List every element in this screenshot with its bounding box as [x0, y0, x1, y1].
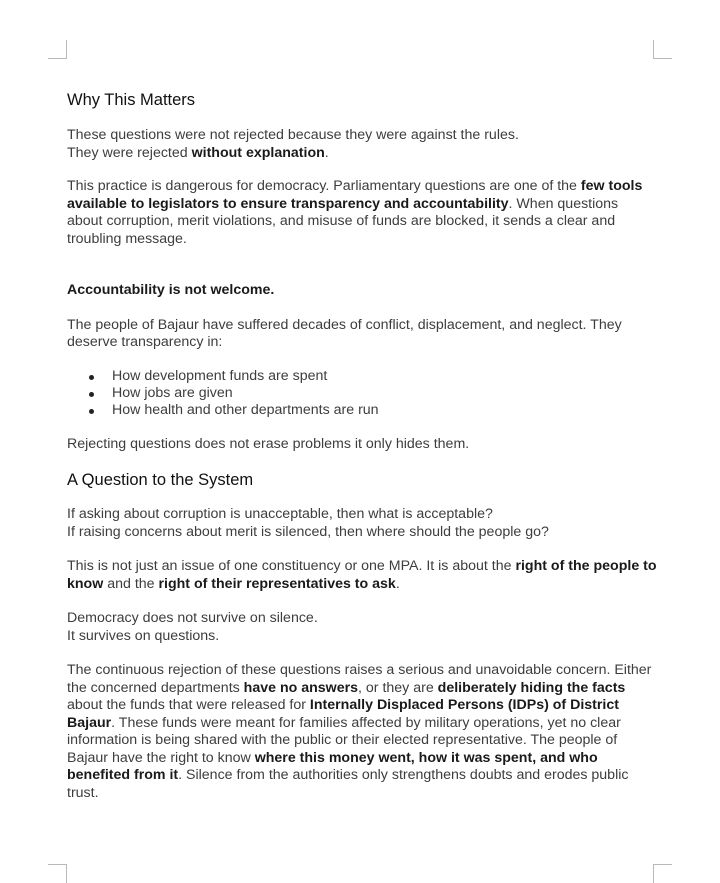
- right-to-know-bold: right of the people to know: [67, 558, 657, 592]
- paragraph-dangerous-practice: This practice is dangerous for democracy. Parliamentary questions are one of the few tools available to legislators to ensure transparency and accountability. When questions about corruption, merit violations, and misuse of funds are blocked, it sends a clear and troubling message.: [67, 178, 643, 247]
- rejection-line-2: They were rejected: [67, 144, 192, 161]
- page-corner-mark-top-left: [48, 40, 67, 59]
- paragraph-rejecting-questions: Rejecting questions does not erase problems it only hides them.: [67, 435, 470, 452]
- paragraph-democracy: Democracy does not survive on silence. It survives on questions.: [67, 610, 318, 644]
- page-corner-mark-bottom-left: [48, 864, 67, 883]
- few-tools-bold: few tools available to legislators to ensure transparency and accountability: [67, 178, 643, 212]
- question-to-system-heading: A Question to the System: [67, 471, 254, 489]
- paragraph-people-of-bajaur: The people of Bajaur have suffered decades of conflict, displacement, and neglect. They deserve transparency in:: [67, 316, 622, 350]
- transparency-list: [67, 368, 657, 419]
- accountability-not-welcome: Accountability is not welcome.: [67, 282, 275, 298]
- without-explanation-bold: without explanation: [191, 144, 325, 161]
- list-item: How jobs are given: [112, 385, 657, 402]
- page-corner-mark-bottom-right: [653, 864, 672, 883]
- paragraph-idp-funds: The continuous rejection of these questions raises a serious and unavoidable concern. Either the concerned departments have no answers, or they are deliberately hiding the facts about the funds that were released for Internally Displaced Persons (IDPs) of District Bajaur. These funds were meant for families affected by military operations, yet no clear information is being shared with the public or their elected representative. The people of Bajaur have the right to know where this money went, how it was spent, and who benefited from it. Silence from the authorities only strengthens doubts and erodes public trust.: [67, 662, 652, 801]
- right-to-ask-bold: right of their representatives to ask: [158, 575, 396, 592]
- why-this-matters-heading: Why This Matters: [67, 91, 196, 109]
- paragraph-what-is-acceptable: If asking about corruption is unacceptable, then what is acceptable? If raising concerns about merit is silenced, then where should the people go?: [67, 506, 549, 540]
- page-corner-mark-top-right: [653, 40, 672, 59]
- list-item: How development funds are spent: [112, 368, 657, 385]
- rejection-line-1: These questions were not rejected because they were against the rules.: [67, 127, 519, 143]
- paragraph-rejection: These questions were not rejected because they were against the rules. They were rejected without explanation.: [67, 127, 519, 161]
- paragraph-constituency: This is not just an issue of one constituency or one MPA. It is about the right of the people to know and the right of their representatives to ask.: [67, 558, 657, 592]
- list-item: How health and other departments are run: [112, 402, 657, 419]
- document-page: [67, 90, 657, 802]
